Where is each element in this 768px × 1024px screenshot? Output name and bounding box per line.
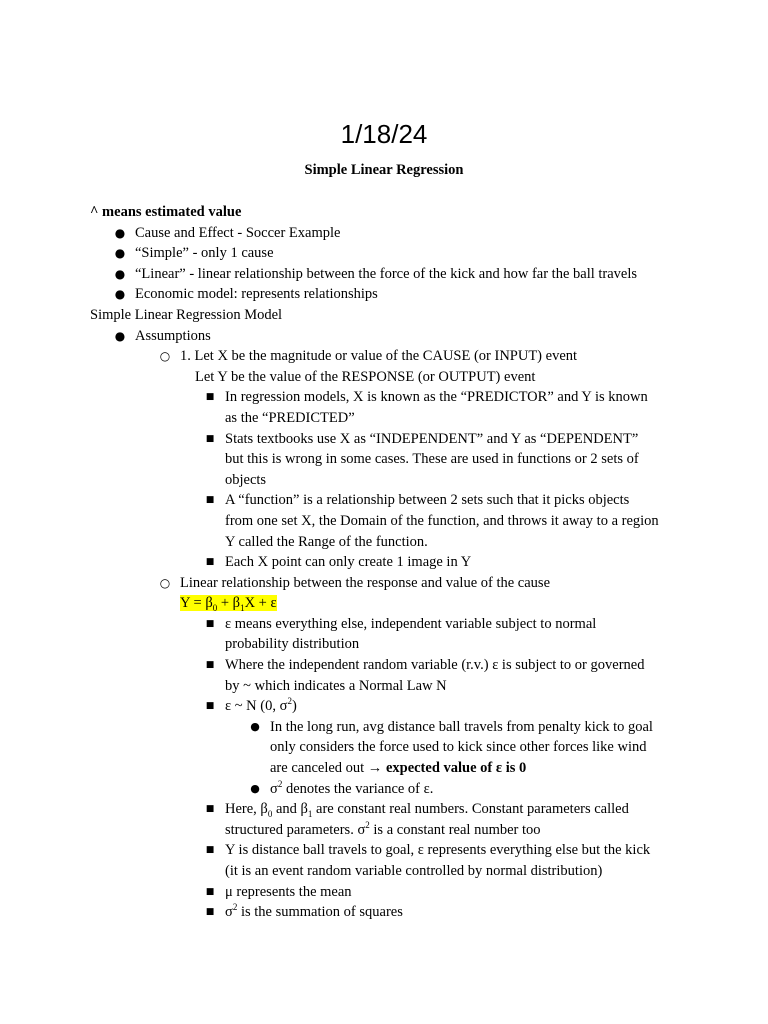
square-bullet-icon: ■ <box>205 907 215 918</box>
bullet-icon: ● <box>114 246 126 261</box>
list-item-continuation: as the “PREDICTED” <box>225 409 355 426</box>
list-item <box>90 717 690 738</box>
list-item <box>90 387 690 408</box>
bullet-icon: ● <box>250 781 260 795</box>
list-item <box>90 490 690 511</box>
bullet-icon: ● <box>114 266 126 281</box>
square-bullet-icon: ■ <box>205 392 215 403</box>
square-bullet-icon: ■ <box>205 618 215 629</box>
list-item <box>90 655 690 676</box>
square-bullet-icon: ■ <box>205 804 215 815</box>
bullet-icon: ● <box>250 719 260 733</box>
list-item-continuation: but this is wrong in some cases. These are used in functions or 2 sets of <box>225 451 639 468</box>
list-item <box>90 840 690 861</box>
list-item-continuation: probability distribution <box>225 636 360 653</box>
list-item-text: Assumptions <box>135 327 211 344</box>
list-item <box>90 429 690 450</box>
list-item <box>90 696 690 717</box>
square-bullet-icon: ■ <box>205 845 215 856</box>
list-item <box>90 223 690 244</box>
list-item-text: Each X point can only create 1 image in Y <box>225 554 472 571</box>
list-item <box>90 573 690 594</box>
square-bullet-icon: ■ <box>205 886 215 897</box>
list-item <box>90 264 690 285</box>
list-item <box>90 346 690 367</box>
list-item-text: 1. Let X be the magnitude or value of the CAUSE (or INPUT) event <box>180 348 578 365</box>
bullet-icon: ● <box>114 225 126 240</box>
list-item-text: Where the independent random variable (r.v.) ε is subject to or governed <box>225 657 645 674</box>
list-item-continuation: are canceled out → expected value of ε is 0 <box>270 760 527 777</box>
list-item-text: “Simple” - only 1 cause <box>135 245 274 262</box>
square-bullet-icon: ■ <box>205 433 215 444</box>
section-heading: Simple Linear Regression Model <box>90 306 283 323</box>
list-item-text: A “function” is a relationship between 2 sets such that it picks objects <box>225 492 630 509</box>
page-title: Simple Linear Regression <box>304 162 464 178</box>
list-item-continuation: from one set X, the Domain of the function, and throws it away to a region <box>225 512 659 529</box>
list-item-text: In regression models, X is known as the “PREDICTOR” and Y is known <box>225 389 648 406</box>
list-item <box>90 284 690 305</box>
list-item-text: Y is distance ball travels to goal, ε represents everything else but the kick <box>225 842 651 859</box>
list-item-text: Economic model: represents relationships <box>135 286 378 303</box>
list-item-text: Stats textbooks use X as “INDEPENDENT” and Y as “DEPENDENT” <box>225 430 639 447</box>
list-item-continuation: only considers the force used to kick since other forces like wind <box>270 739 647 756</box>
list-item-text: Linear relationship between the response and value of the cause <box>180 574 551 591</box>
list-item-continuation: Let Y be the value of the RESPONSE (or OUTPUT) event <box>195 368 536 385</box>
list-item <box>90 799 690 820</box>
square-bullet-icon: ■ <box>205 495 215 506</box>
list-item <box>90 882 690 903</box>
list-item-text: ε means everything else, independent variable subject to normal <box>225 615 597 632</box>
square-bullet-icon: ■ <box>205 557 215 568</box>
list-item <box>90 552 690 573</box>
list-item-text: “Linear” - linear relationship between the force of the kick and how far the ball travels <box>135 265 638 282</box>
list-item-text: $\sigma^2$ denotes the variance of ε. <box>270 778 434 797</box>
list-item-text: Here, $\beta_0$ and $\beta_1$ are constant real numbers. Constant parameters called <box>225 801 629 820</box>
equation-highlight: $Y = \beta_0 + \beta_1X + \varepsilon$ <box>180 595 277 614</box>
list-item-text: ε ~ N (0, $\sigma^2$) <box>225 696 297 715</box>
list-item-continuation: Y called the Range of the function. <box>225 533 428 550</box>
list-item-continuation: by ~ which indicates a Normal Law N <box>225 677 447 694</box>
list-item-continuation: objects <box>225 471 267 488</box>
list-item <box>90 243 690 264</box>
list-item-text: Cause and Effect - Soccer Example <box>135 224 341 241</box>
list-item <box>90 326 690 347</box>
list-item-text: μ represents the mean <box>225 883 352 900</box>
square-bullet-icon: ■ <box>205 701 215 712</box>
page-date: 1/18/24 <box>340 119 428 149</box>
notes-body <box>90 202 690 923</box>
list-item <box>90 902 690 923</box>
bullet-icon: ● <box>114 287 126 302</box>
regression-equation <box>90 593 690 614</box>
list-item <box>90 614 690 635</box>
expected-value-emphasis: expected value of ε is 0 <box>385 760 527 777</box>
list-item-text: In the long run, avg distance ball travels from penalty kick to goal <box>270 718 653 735</box>
list-item-continuation: (it is an event random variable controlled by normal distribution) <box>225 863 603 879</box>
square-bullet-icon: ■ <box>205 660 215 671</box>
circle-bullet-icon: ○ <box>159 349 171 364</box>
list-item-text: $\sigma^2$ is the summation of squares <box>225 902 403 921</box>
list-item-continuation: structured parameters. $\sigma^2$ is a constant real number too <box>225 819 541 838</box>
list-item <box>90 779 690 800</box>
notes-heading: ^ means estimated value <box>90 204 242 220</box>
circle-bullet-icon: ○ <box>159 575 171 590</box>
bullet-icon: ● <box>114 328 126 343</box>
